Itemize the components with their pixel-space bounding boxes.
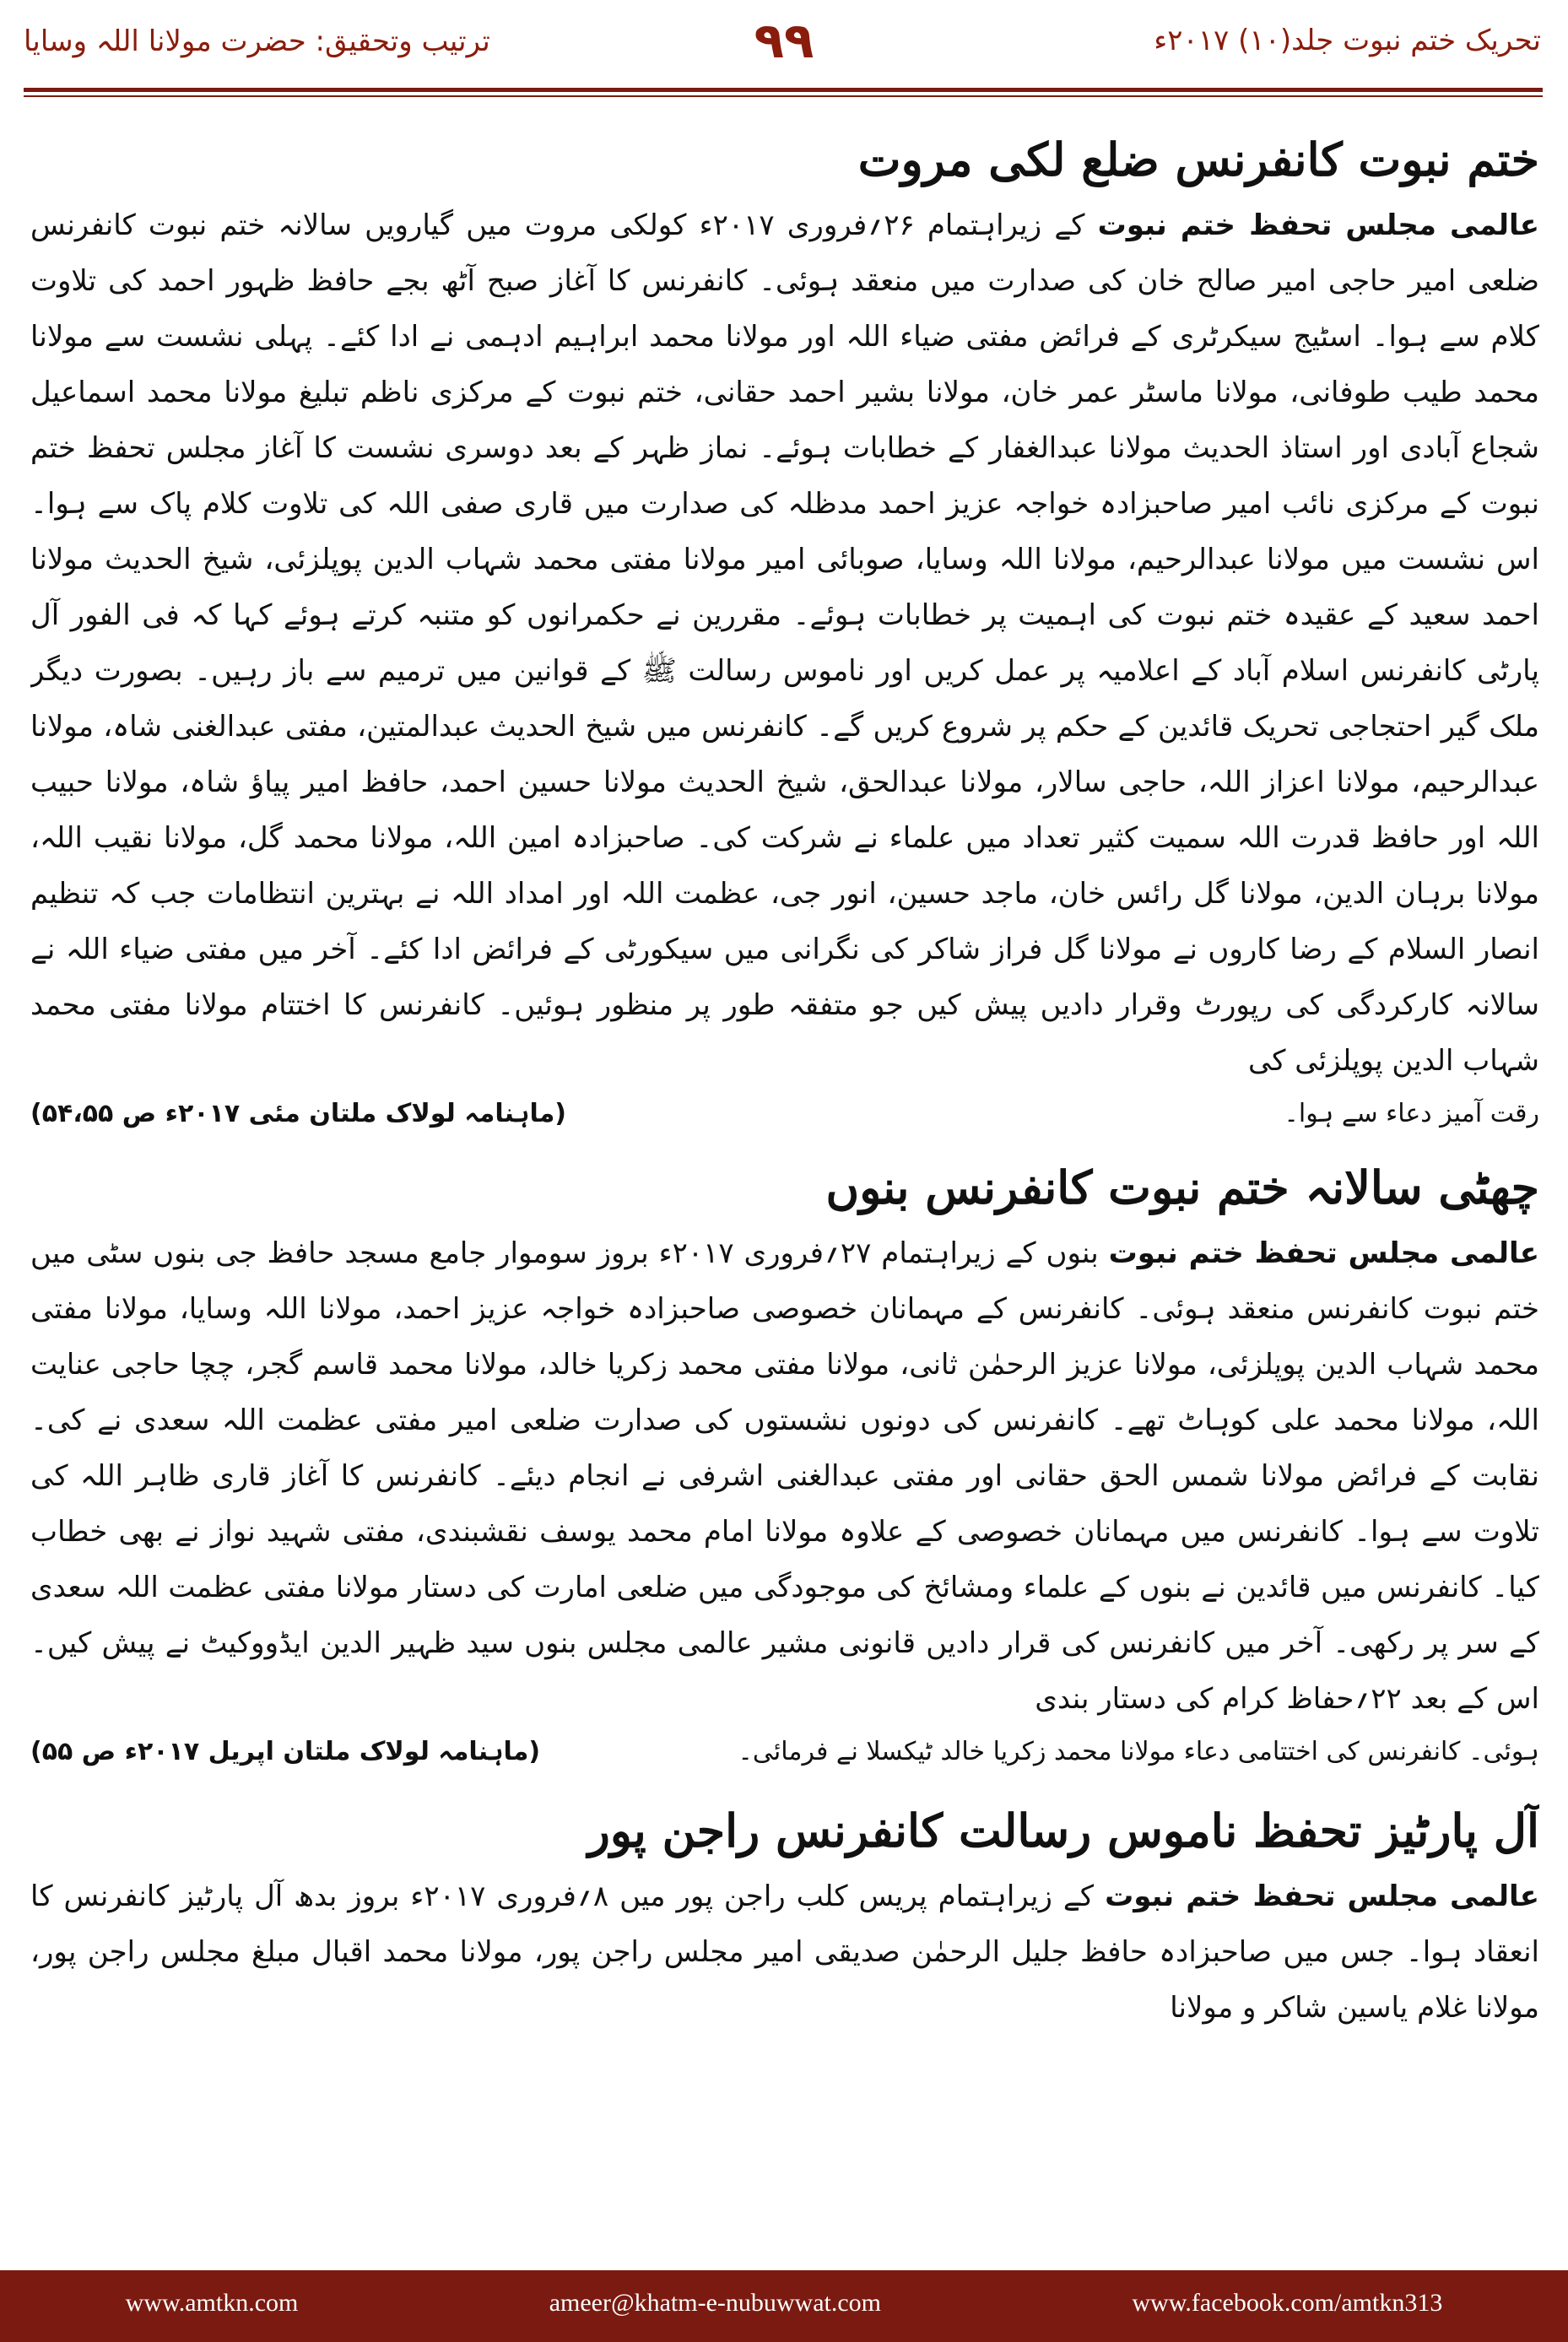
paragraph-text: کے زیراہتمام پریس کلب راجن پور میں ۸؍فروری ۲۰۱۷ء بروز بدھ آل پارٹیز کانفرنس کا انعقاد ہوا۔ جس میں صاحبزادہ حافظ جلیل الرحمٰن صدیقی امیر مجلس راجن پور، مولانا محمد اقبال مبلغ مجلس راجن پور، مولانا غلام یاسین شاکر و مولانا — [30, 1880, 1539, 2025]
closing-text: ہوئی۔ کانفرنس کی اختتامی دعاء مولانا محمد زکریا خالد ٹیکسلا نے فرمائی۔ — [738, 1737, 1539, 1766]
source-reference: (ماہنامہ لولاک ملتان اپریل ۲۰۱۷ء ص ۵۵) — [30, 1737, 541, 1766]
footer-facebook-link[interactable]: www.facebook.com/amtkn313 — [1132, 2289, 1443, 2317]
section-bannu — [30, 1155, 1539, 1777]
footer-email-link[interactable]: ameer@khatm-e-nubuwwat.com — [549, 2289, 882, 2317]
section-rajanpur — [30, 1798, 1539, 2036]
closing-text: رقت آمیز دعاء سے ہوا۔ — [1284, 1099, 1539, 1128]
source-line — [30, 1727, 1539, 1777]
header-rule-thin — [24, 95, 1543, 97]
paragraph-text: کے زیراہتمام ۲۶؍فروری ۲۰۱۷ء کولکی مروت میں گیارویں سالانہ ختم نبوت کانفرنس ضلعی امیر حاجی امیر صالح خان کی صدارت میں منعقد ہوئی۔ کانفرنس کا آغاز صبح آٹھ بجے حافظ ظہور احمد کی تلاوت کلام سے ہوا۔ اسٹیج سیکرٹری کے فرائض مفتی ضیاء اللہ اور مولانا محمد ابراہیم ادہمی نے ادا کئے۔ پہلی نشست سے مولانا محمد طیب طوفانی، مولانا ماسٹر عمر خان، مولانا بشیر احمد حقانی، ختم نبوت کے مرکزی ناظم تبلیغ مولانا محمد اسماعیل شجاع آبادی اور استاذ الحدیث مولانا عبدالغفار کے خطابات ہوئے۔ نماز ظہر کے بعد دوسری نشست کا آغاز مجلس تحفظ ختم نبوت کے مرکزی نائب امیر صاحبزادہ خواجہ عزیز احمد مدظلہ کی صدارت میں قاری صفی اللہ کی تلاوت کلام پاک سے ہوا۔ اس نشست میں مولانا عبدالرحیم، مولانا اللہ وسایا، صوبائی امیر مولانا مفتی محمد شہاب الدین پوپلزئی، شیخ الحدیث مولانا احمد سعید کے عقیدہ ختم نبوت کی اہمیت پر خطابات ہوئے۔ مقررین نے حکمرانوں کو متنبہ کرتے ہوئے کہا کہ فی الفور آل پارٹی کانفرنس اسلام آباد کے اعلامیہ پر عمل کریں اور ناموس رسالت ﷺ کے قوانین میں ترمیم سے باز رہیں۔ بصورت دیگر ملک گیر احتجاجی تحریک قائدین کے حکم پر شروع کریں گے۔ کانفرنس میں شیخ الحدیث عبدالمتین، مفتی عبدالغنی شاہ، مولانا عبدالرحیم، مولانا اعزاز اللہ، حاجی سالار، مولانا عبدالحق، شیخ الحدیث مولانا حسین احمد، حافظ امیر پیاؤ شاہ، مولانا حبیب اللہ اور حافظ قدرت اللہ سمیت کثیر تعداد میں علماء نے شرکت کی۔ صاحبزادہ امین اللہ، مولانا محمد گل، مولانا نقیب اللہ، مولانا برہان الدین، مولانا گل رائس خان، ماجد حسین، انور جی، عظمت اللہ اور امداد اللہ نے بہترین انتظامات جب کہ تنظیم انصار السلام کے رضا کاروں نے مولانا گل فراز شاکر کی نگرانی میں سیکورٹی کے فرائض ادا کئے۔ آخر میں مفتی ضیاء اللہ نے سالانہ کارکردگی کی رپورٹ وقرار دادیں پیش کیں جو متفقہ طور پر منظور ہوئیں۔ کانفرنس کا اختتام مولانا مفتی محمد شہاب الدین پوپلزئی کی — [30, 208, 1539, 1078]
page-header — [0, 0, 1568, 81]
section-title: آل پارٹیز تحفظ ناموس رسالت کانفرنس راجن پور — [587, 1804, 1539, 1858]
section-paragraph — [30, 1225, 1539, 1727]
header-compiler: ترتیب وتحقیق: حضرت مولانا اللہ وسایا — [24, 24, 490, 58]
article-body — [30, 127, 1539, 2253]
page-number: ۹۹ — [754, 12, 814, 69]
source-reference: (ماہنامہ لولاک ملتان مئی ۲۰۱۷ء ص ۵۴،۵۵) — [30, 1099, 567, 1128]
section-title: چھٹی سالانہ ختم نبوت کانفرنس بنوں — [825, 1160, 1539, 1214]
paragraph-lead: عالمی مجلس تحفظ ختم نبوت — [1105, 1880, 1539, 1913]
section-title: ختم نبوت کانفرنس ضلع لکی مروت — [857, 133, 1539, 187]
section-paragraph — [30, 197, 1539, 1089]
footer-website-link[interactable]: www.amtkn.com — [125, 2289, 299, 2317]
section-lakki-marwat — [30, 127, 1539, 1139]
header-rule — [24, 88, 1543, 92]
page-footer — [0, 2270, 1568, 2342]
paragraph-text: بنوں کے زیراہتمام ۲۷؍فروری ۲۰۱۷ء بروز سوموار جامع مسجد حافظ جی بنوں سٹی میں ختم نبوت کانفرنس منعقد ہوئی۔ کانفرنس کے مہمانان خصوصی صاحبزادہ خواجہ عزیز احمد، مولانا اللہ وسایا، مولانا مفتی محمد شہاب الدین پوپلزئی، مولانا عزیز الرحمٰن ثانی، مولانا مفتی محمد زکریا خالد، مولانا محمد قاسم گجر، چچا حاجی عنایت اللہ، مولانا محمد علی کوہاٹ تھے۔ کانفرنس کی دونوں نشستوں کی صدارت ضلعی امیر مفتی عظمت اللہ سعدی نے کی۔ نقابت کے فرائض مولانا شمس الحق حقانی اور مفتی عبدالغنی اشرفی نے انجام دیئے۔ کانفرنس کا آغاز قاری ظاہر اللہ کی تلاوت سے ہوا۔ کانفرنس میں مہمانان خصوصی کے علاوہ مولانا امام محمد یوسف نقشبندی، مفتی شہید نواز نے بھی خطاب کیا۔ کانفرنس میں قائدین نے بنوں کے علماء ومشائخ کی موجودگی میں ضلعی امارت کی دستار مولانا مفتی عظمت اللہ سعدی کے سر پر رکھی۔ آخر میں کانفرنس کی قرار دادیں قانونی مشیر عالمی مجلس بنوں سید ظہیر الدین ایڈووکیٹ نے پیش کیں۔ اس کے بعد ۲۲؍حفاظ کرام کی دستار بندی — [30, 1236, 1539, 1716]
paragraph-lead: عالمی مجلس تحفظ ختم نبوت — [1108, 1236, 1539, 1270]
paragraph-lead: عالمی مجلس تحفظ ختم نبوت — [1097, 208, 1539, 242]
section-paragraph — [30, 1869, 1539, 2036]
source-line — [30, 1089, 1539, 1139]
header-book-title: تحریک ختم نبوت جلد(۱۰) ۲۰۱۷ء — [1154, 24, 1541, 57]
